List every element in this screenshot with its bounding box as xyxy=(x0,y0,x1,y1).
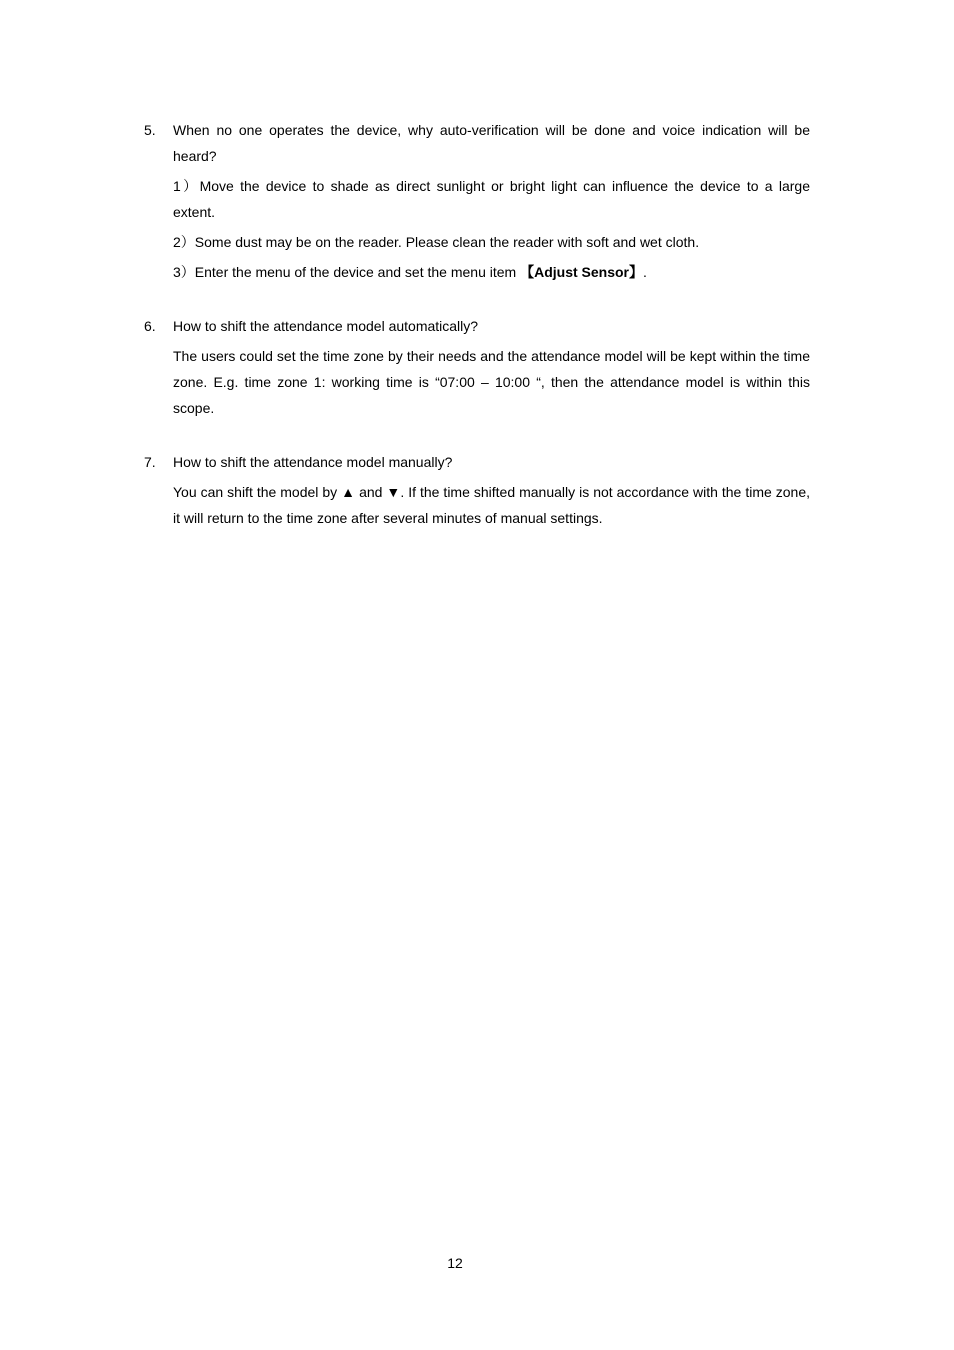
item-body xyxy=(173,449,810,531)
answer-paragraph xyxy=(173,259,810,285)
faq-item-6 xyxy=(144,313,810,421)
item-body xyxy=(173,313,810,421)
item-number: 7. xyxy=(144,454,156,470)
answer-suffix: . xyxy=(643,264,647,280)
answer-paragraph: The users could set the time zone by their needs and the attendance model will be kept within the time zone. E.g. time zone 1: working time is “07:00 – 10:00 “, then the attendance model is within this scope. xyxy=(173,348,810,416)
question-text: How to shift the attendance model automatically? xyxy=(173,318,479,334)
item-body xyxy=(173,117,810,285)
answer-prefix: 3）Enter the menu of the device and set the menu item xyxy=(173,264,521,280)
faq-list xyxy=(144,117,810,559)
question-text: How to shift the attendance model manually? xyxy=(173,454,453,470)
item-number: 5. xyxy=(144,122,156,138)
question-text: When no one operates the device, why auto-verification will be done and voice indication will be heard? xyxy=(173,122,810,164)
answer-paragraph: You can shift the model by ▲ and ▼. If the time shifted manually is not accordance with the time zone, it will return to the time zone after several minutes of manual settings. xyxy=(173,484,810,526)
faq-item-5 xyxy=(144,117,810,285)
item-number: 6. xyxy=(144,318,156,334)
page-number: 12 xyxy=(447,1255,463,1271)
faq-item-7 xyxy=(144,449,810,531)
answer-paragraph: 1）Move the device to shade as direct sunlight or bright light can influence the device to a large extent. xyxy=(173,178,810,220)
answer-paragraph: 2）Some dust may be on the reader. Please clean the reader with soft and wet cloth. xyxy=(173,234,700,250)
menu-item-name: 【Adjust Sensor】 xyxy=(520,264,643,280)
